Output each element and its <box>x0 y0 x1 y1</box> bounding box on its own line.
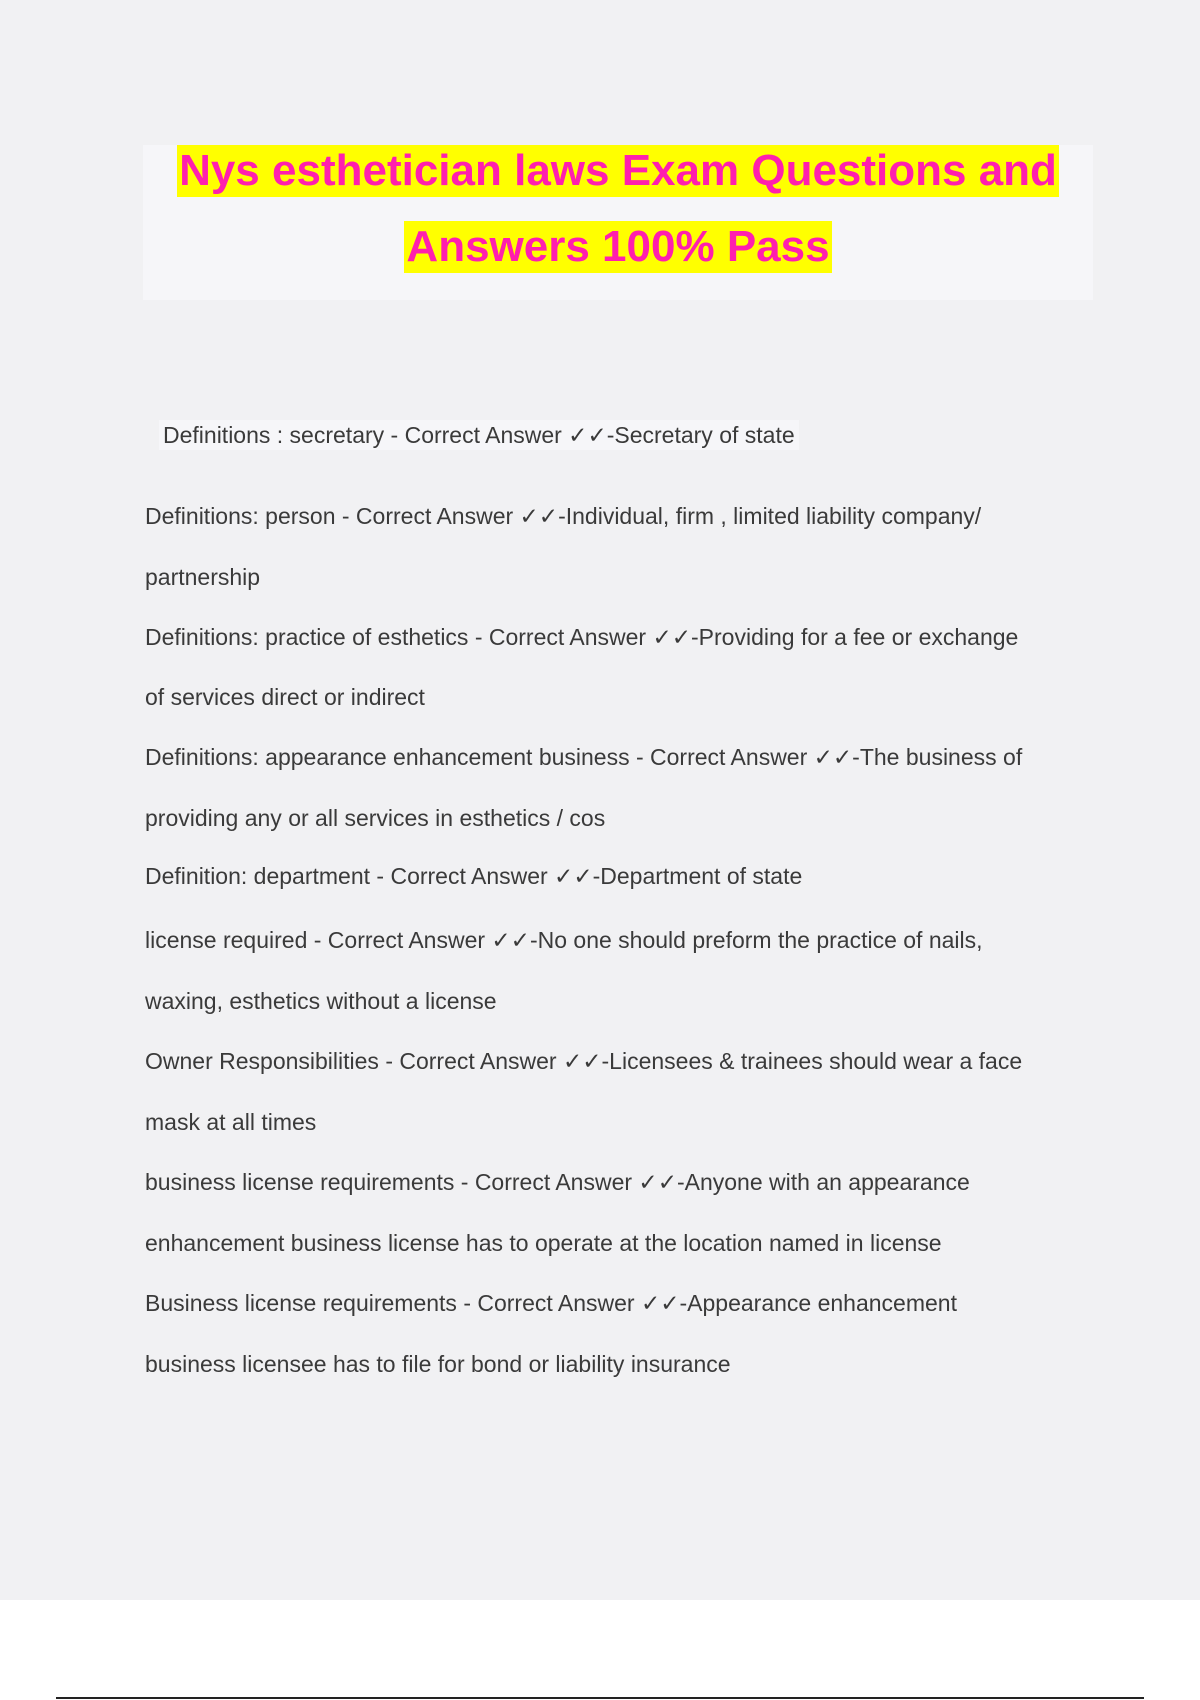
qa-line: Definitions: person - Correct Answer ✓✓-Individual, firm , limited liability company/ <box>145 503 982 529</box>
bottom-divider <box>56 1697 1144 1699</box>
qa-line: business licensee has to file for bond or liability insurance <box>145 1351 731 1377</box>
qa-line: Business license requirements - Correct Answer ✓✓-Appearance enhancement <box>145 1290 957 1316</box>
document-title-line-2: Answers 100% Pass <box>406 222 830 271</box>
qa-line: Owner Responsibilities - Correct Answer ✓✓-Licensees & trainees should wear a face <box>145 1048 1023 1074</box>
qa-line: enhancement business license has to operate at the location named in license <box>145 1230 942 1256</box>
qa-line: partnership <box>145 564 261 590</box>
qa-line: license required - Correct Answer ✓✓-No one should preform the practice of nails, <box>145 927 983 953</box>
qa-line: waxing, esthetics without a license <box>145 988 497 1014</box>
title-box <box>143 145 1093 300</box>
qa-line: business license requirements - Correct Answer ✓✓-Anyone with an appearance <box>145 1169 970 1195</box>
document-title-line-1: Nys esthetician laws Exam Questions and <box>179 146 1057 195</box>
qa-line: of services direct or indirect <box>145 684 425 710</box>
qa-line: Definitions : secretary - Correct Answer ✓✓-Secretary of state <box>159 420 799 450</box>
qa-line: providing any or all services in esthetics / cos <box>145 805 606 831</box>
qa-line: Definition: department - Correct Answer ✓✓-Department of state <box>145 863 803 889</box>
qa-line: Definitions: appearance enhancement business - Correct Answer ✓✓-The business of <box>145 744 1023 770</box>
qa-line: Definitions: practice of esthetics - Correct Answer ✓✓-Providing for a fee or exchange <box>145 624 1019 650</box>
qa-line: mask at all times <box>145 1109 317 1135</box>
